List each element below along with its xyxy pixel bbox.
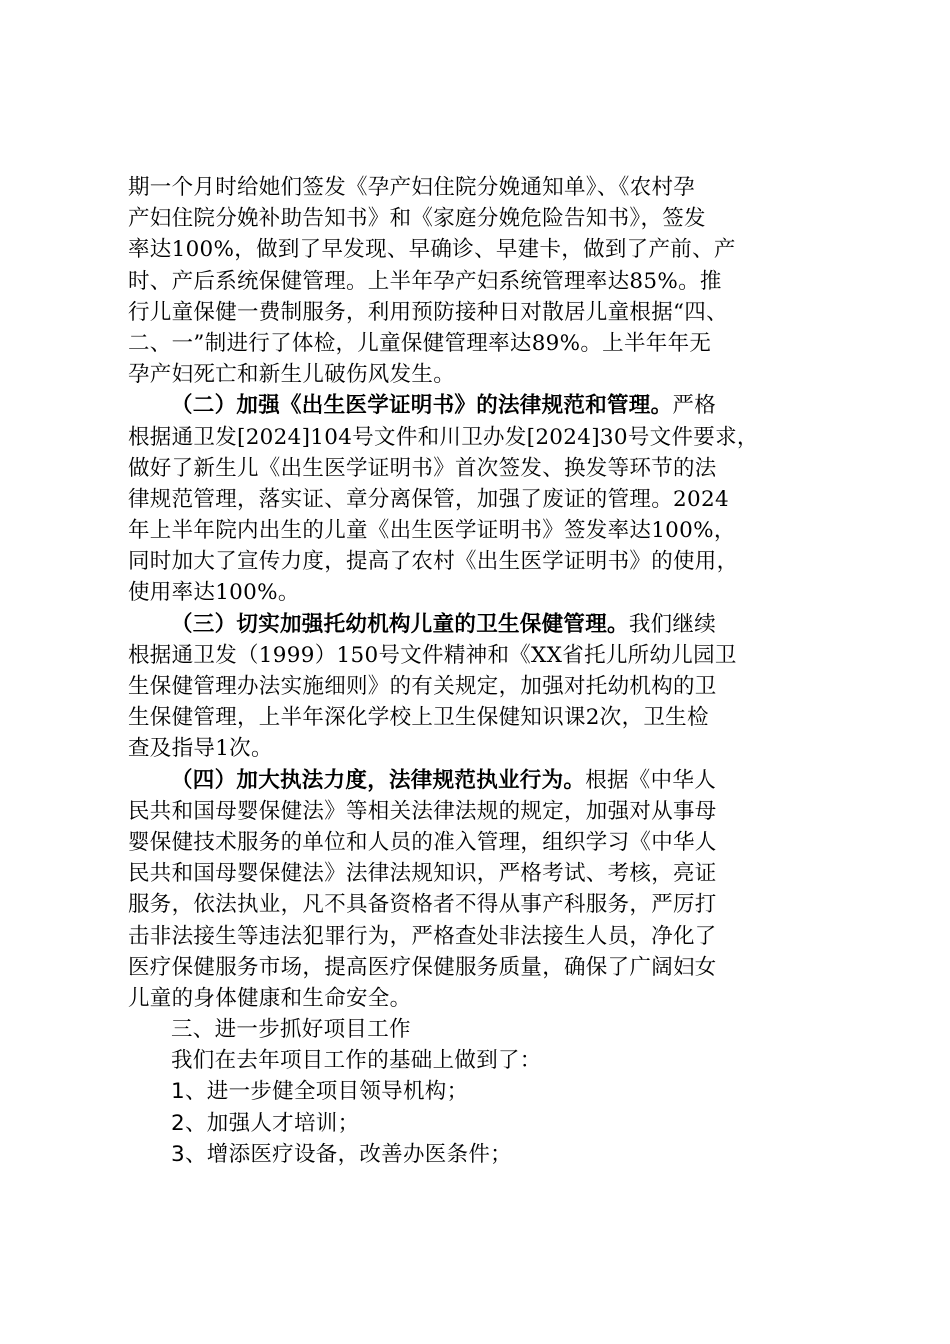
text-run: 根据《中华人 — [585, 767, 717, 793]
text-line: 行儿童保健一费制服务，利用预防接种日对散居儿童根据“四、 — [128, 299, 728, 325]
paragraph-childcare-institutions — [128, 609, 852, 765]
paragraph-law-enforcement — [128, 765, 852, 1015]
text-line — [128, 765, 852, 796]
text-line: 医疗保健服务市场，提高医疗保健服务质量，确保了广阔妇女 — [128, 954, 717, 980]
text-line: 二、一”制进行了体检，儿童保健管理率达89%。上半年年无 — [128, 330, 712, 356]
text-line: 民共和国母婴保健法》等相关法律法规的规定，加强对从事母 — [128, 798, 717, 824]
text-run: 我们继续 — [628, 611, 717, 637]
subsection-heading: （四）加大执法力度，法律规范执业行为。 — [171, 767, 586, 793]
list-item: 3、增添医疗设备，改善办医条件； — [171, 1141, 512, 1167]
text-line: 率达100%，做到了早发现、早确诊、早建卡，做到了产前、产 — [128, 237, 736, 263]
text-line: 婴保健技术服务的单位和人员的准入管理，组织学习《中华人 — [128, 829, 717, 855]
text-line — [128, 390, 852, 421]
document-body — [128, 172, 852, 1170]
text-line: 做好了新生儿《出生医学证明书》首次签发、换发等环节的法 — [128, 455, 717, 481]
text-line: 根据通卫发（1999）150号文件精神和《XX省托儿所幼儿园卫 — [128, 642, 737, 668]
text-line: 我们在去年项目工作的基础上做到了： — [171, 1048, 542, 1074]
text-line: 服务，依法执业，凡不具备资格者不得从事产科服务，严厉打 — [128, 892, 717, 918]
text-run: 严格 — [672, 393, 717, 419]
paragraph-maternal-care — [128, 172, 852, 390]
text-line: 律规范管理，落实证、章分离保管，加强了废证的管理。2024 — [128, 486, 729, 512]
text-line: 同时加大了宣传力度，提高了农村《出生医学证明书》的使用， — [128, 549, 739, 575]
text-line — [128, 609, 852, 640]
section-heading: 三、进一步抓好项目工作 — [171, 1017, 411, 1043]
subsection-heading: （二）加强《出生医学证明书》的法律规范和管理。 — [171, 393, 673, 419]
text-line: 年上半年院内出生的儿童《出生医学证明书》签发率达100%， — [128, 518, 736, 544]
text-line: 使用率达100%。 — [128, 580, 300, 606]
text-line: 击非法接生等违法犯罪行为，严格查处非法接生人员，净化了 — [128, 923, 717, 949]
text-line: 根据通卫发[2024]104号文件和川卫办发[2024]30号文件要求， — [128, 424, 759, 450]
project-list — [128, 1076, 852, 1170]
text-line: 产妇住院分娩补助告知书》和《家庭分娩危险告知书》，签发 — [128, 206, 706, 232]
text-line: 儿童的身体健康和生命安全。 — [128, 985, 412, 1011]
text-line: 查及指导1次。 — [128, 736, 273, 762]
paragraph-birth-certificate — [128, 390, 852, 608]
text-line: 孕产妇死亡和新生儿破伤风发生。 — [128, 362, 456, 388]
text-line: 民共和国母婴保健法》法律法规知识，严格考试、考核，亮证 — [128, 861, 717, 887]
text-line: 时、产后系统保健管理。上半年孕产妇系统管理率达85%。推 — [128, 268, 722, 294]
list-item: 1、进一步健全项目领导机构； — [171, 1079, 469, 1105]
text-line: 生保健管理，上半年深化学校上卫生保健知识课2次，卫生检 — [128, 705, 709, 731]
text-line: 生保健管理办法实施细则》的有关规定，加强对托幼机构的卫 — [128, 674, 717, 699]
subsection-heading: （三）切实加强托幼机构儿童的卫生保健管理。 — [171, 611, 629, 637]
text-line: 期一个月时给她们签发《孕产妇住院分娩通知单》、《农村孕 — [128, 175, 696, 200]
list-item: 2、加强人才培训； — [171, 1110, 360, 1136]
